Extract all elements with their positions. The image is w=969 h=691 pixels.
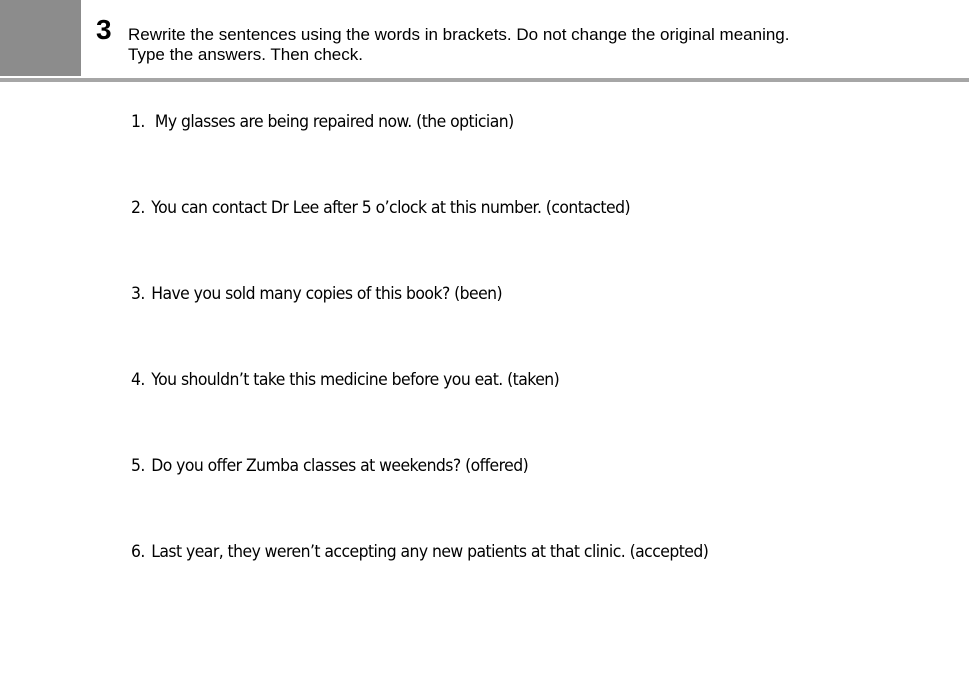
item-text: Do you offer Zumba classes at weekends? (offered) bbox=[151, 456, 529, 476]
sentence-item bbox=[131, 282, 708, 368]
item-text: Have you sold many copies of this book? (been) bbox=[151, 284, 503, 304]
header-gray-block bbox=[0, 0, 81, 76]
sentence-item bbox=[131, 368, 708, 454]
item-number: 1. bbox=[131, 112, 145, 132]
sentence-item bbox=[131, 110, 708, 196]
sentence-item bbox=[131, 196, 708, 282]
sentence-list bbox=[131, 110, 758, 626]
item-text: You can contact Dr Lee after 5 o’clock at this number. (contacted) bbox=[151, 198, 631, 218]
item-text: Last year, they weren’t accepting any new patients at that clinic. (accepted) bbox=[151, 542, 709, 562]
item-number: 2. bbox=[131, 198, 145, 218]
sentence-item bbox=[131, 454, 708, 540]
item-number: 6. bbox=[131, 542, 145, 562]
instruction-line-2: Type the answers. Then check. bbox=[128, 45, 363, 64]
exercise-number: 3 bbox=[96, 14, 112, 45]
sentence-item bbox=[131, 540, 708, 626]
item-text: My glasses are being repaired now. (the optician) bbox=[154, 112, 514, 132]
header-divider bbox=[0, 78, 969, 82]
item-number: 3. bbox=[131, 284, 145, 304]
item-number: 4. bbox=[131, 370, 145, 390]
instruction-line-1: Rewrite the sentences using the words in brackets. Do not change the original meaning. bbox=[128, 25, 790, 44]
item-text: You shouldn’t take this medicine before you eat. (taken) bbox=[151, 370, 560, 390]
item-number: 5. bbox=[131, 456, 145, 476]
exercise-instruction bbox=[128, 25, 790, 65]
